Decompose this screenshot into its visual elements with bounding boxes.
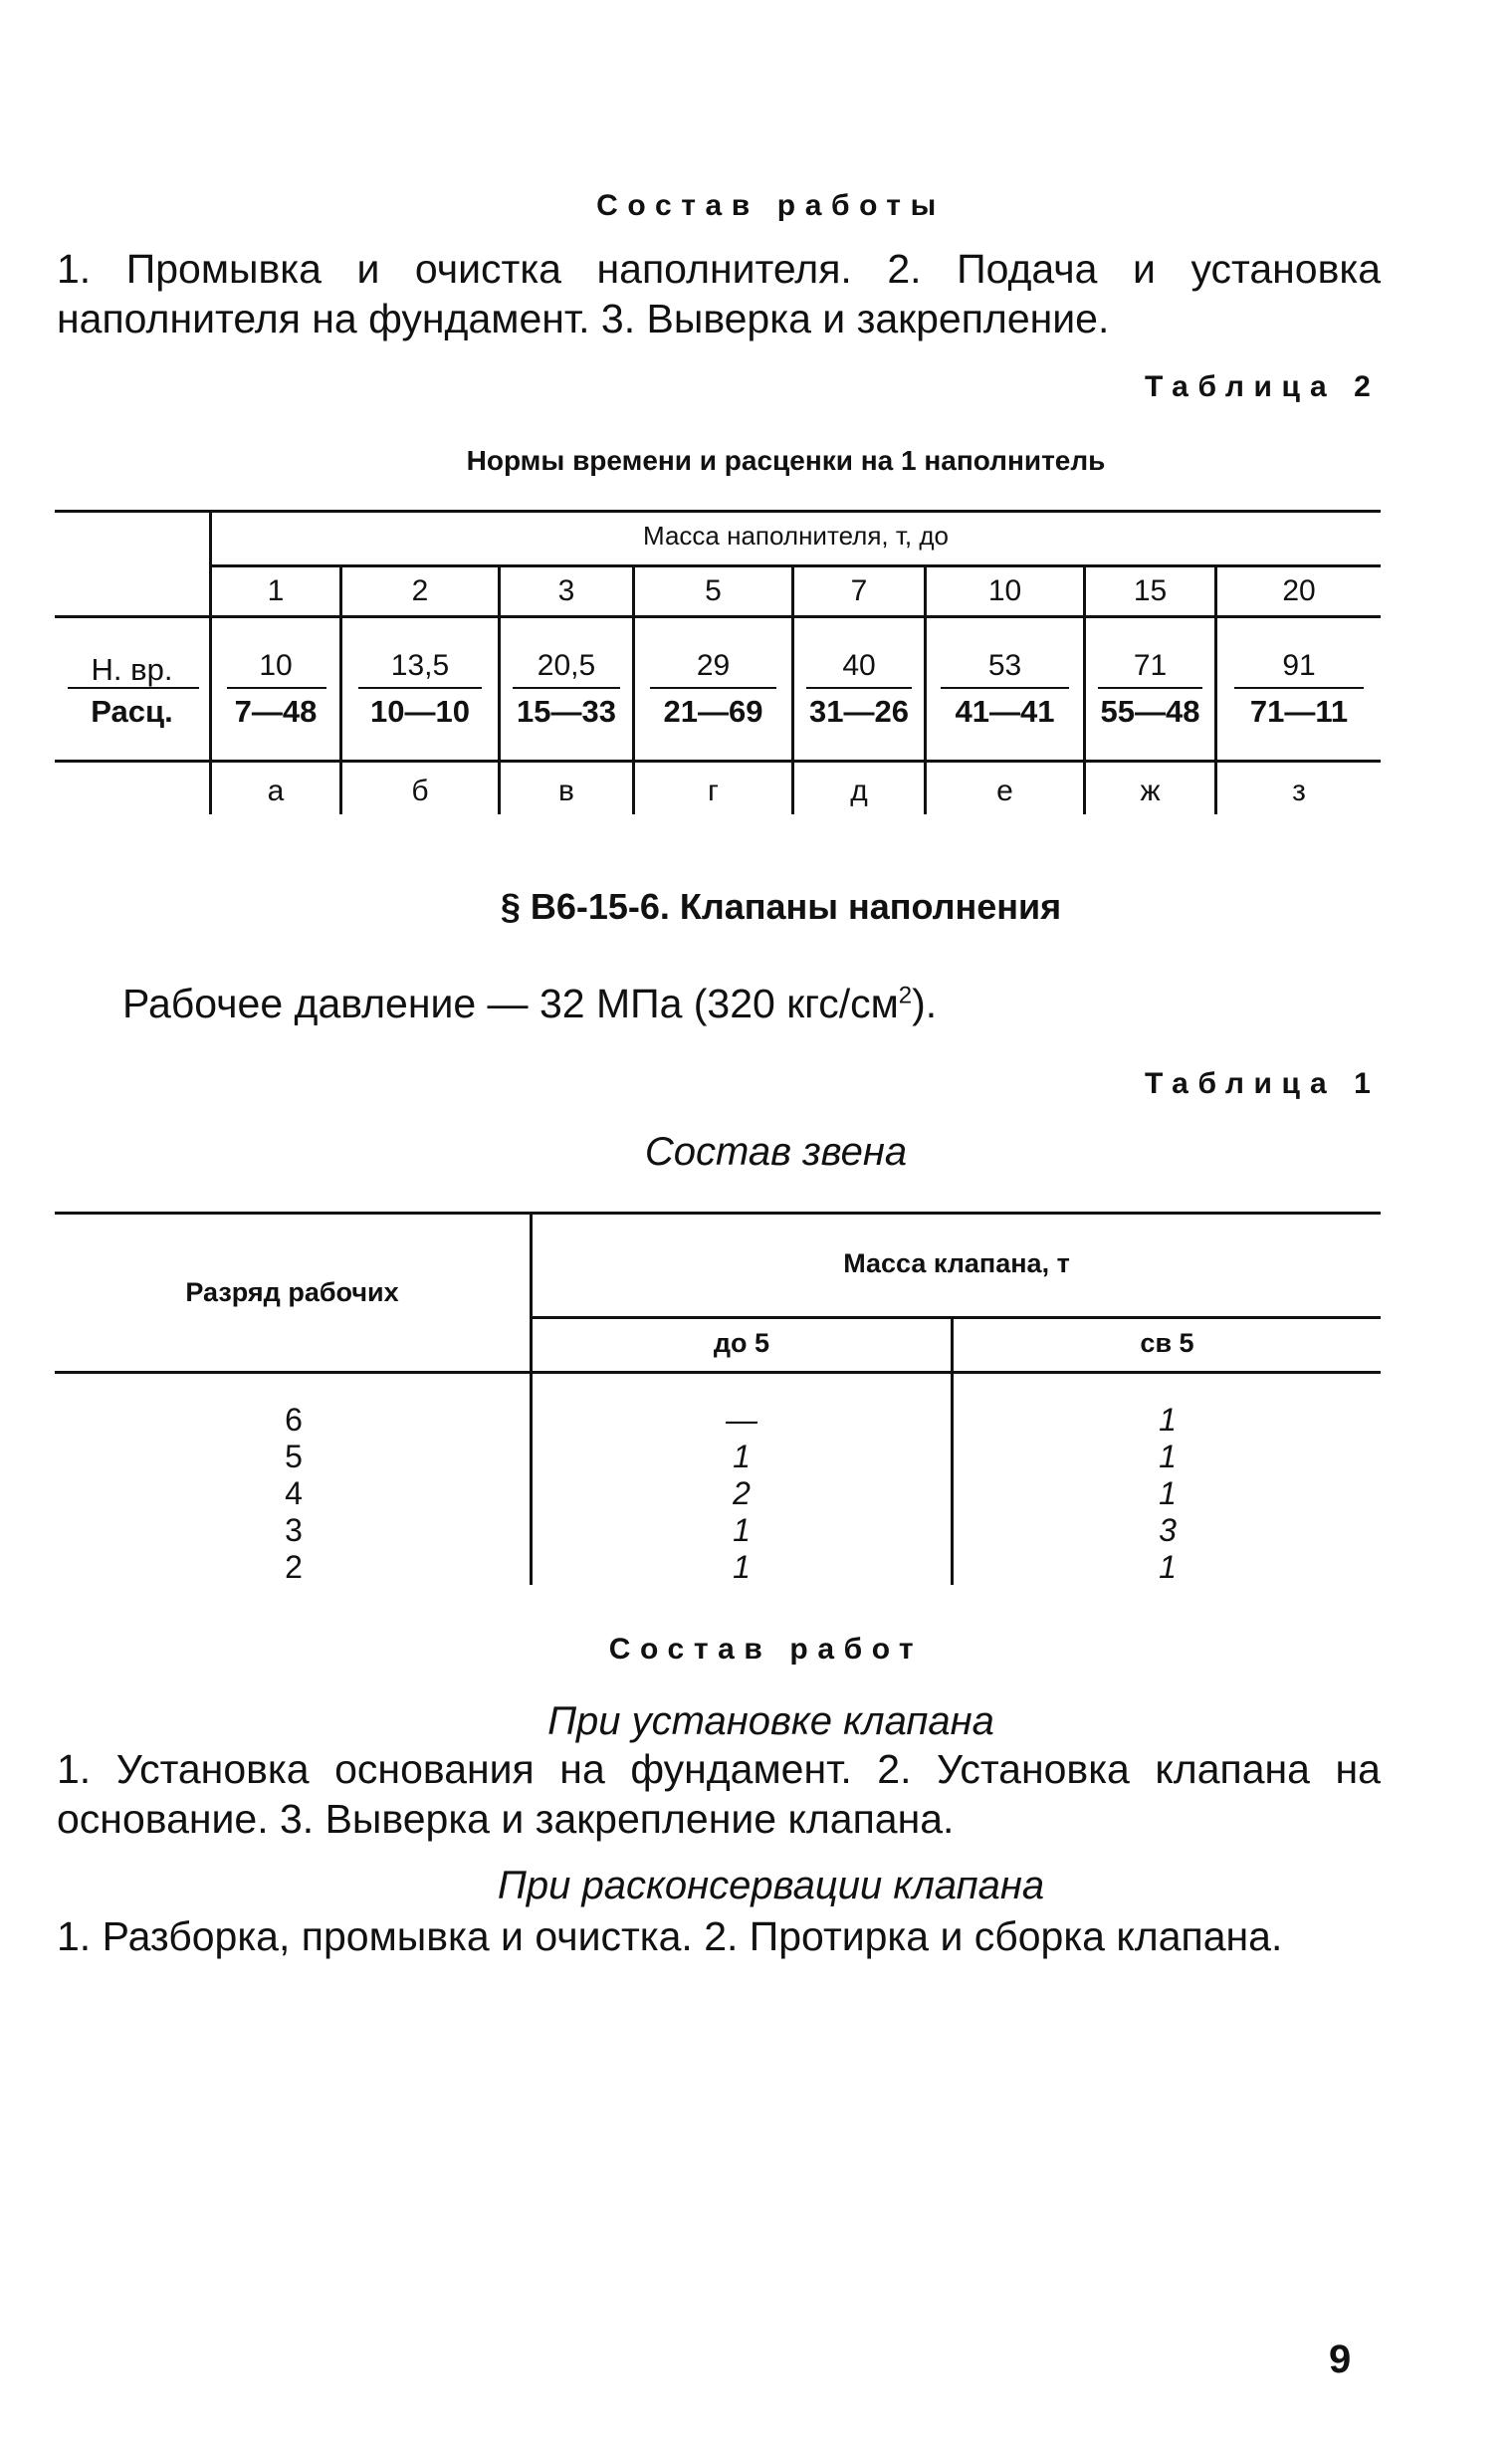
table2-rate-value: 10—10 bbox=[370, 694, 470, 729]
table2-col-letter: з bbox=[1292, 775, 1306, 807]
table2-col-letter: в bbox=[558, 775, 574, 807]
table1-header-rule bbox=[55, 1371, 1381, 1374]
table1-grade: 6 bbox=[285, 1402, 303, 1438]
table1-caption: Состав звена bbox=[644, 1130, 908, 1174]
table2-fraction-line bbox=[68, 687, 199, 689]
table1-subheader-up-to-5: до 5 bbox=[713, 1328, 770, 1358]
table2-col-letter: б bbox=[411, 775, 429, 807]
table1-grade: 5 bbox=[285, 1439, 303, 1474]
table2-fraction-line bbox=[227, 687, 326, 689]
table1-grade: 4 bbox=[285, 1475, 303, 1511]
deconservation-title: При расконсервации клапана bbox=[497, 1864, 1045, 1907]
table1-count: 3 bbox=[1159, 1512, 1177, 1548]
table2-fraction-line bbox=[806, 687, 912, 689]
table2-norm-value: 13,5 bbox=[390, 649, 450, 682]
table1-grade: 3 bbox=[285, 1512, 303, 1548]
table2-row-label-rate: Расц. bbox=[91, 694, 173, 729]
table2-col-header: 5 bbox=[705, 574, 722, 607]
table2-header-rule bbox=[55, 615, 1381, 618]
table1-count: 1 bbox=[1159, 1439, 1177, 1474]
table1-count: 1 bbox=[1159, 1402, 1177, 1438]
table1-label: Таблица 1 bbox=[1145, 1067, 1381, 1100]
table2-rate-value: 21—69 bbox=[663, 694, 763, 729]
table2-norm-value: 29 bbox=[696, 649, 731, 682]
table2-norm-value: 91 bbox=[1282, 649, 1316, 682]
table2-col-header: 10 bbox=[987, 574, 1022, 607]
works-heading: Состав работ bbox=[608, 1633, 924, 1666]
table2-norm-value: 40 bbox=[842, 649, 876, 682]
table2-col-header: 1 bbox=[267, 574, 285, 607]
table2-col-header: 2 bbox=[411, 574, 429, 607]
table2-fraction-line bbox=[650, 687, 776, 689]
table2-col-letter: д bbox=[850, 775, 868, 807]
table2-group-header: Масса наполнителя, т, до bbox=[643, 521, 949, 551]
table2-fraction-line bbox=[941, 687, 1069, 689]
table2-rate-value: 15—33 bbox=[517, 694, 616, 729]
working-pressure-sup: 2 bbox=[898, 982, 913, 1009]
table2-top-rule bbox=[55, 510, 1381, 513]
install-title: При установке клапана bbox=[547, 1699, 994, 1743]
table2-col-letter: г bbox=[708, 775, 719, 807]
work-composition-heading: Состав работы bbox=[596, 189, 946, 222]
table1-count: 2 bbox=[733, 1475, 751, 1511]
table1-row-header: Разряд рабочих bbox=[185, 1277, 399, 1307]
table2-caption: Нормы времени и расценки на 1 наполнитель bbox=[466, 445, 1106, 476]
table2-fraction-line bbox=[1234, 687, 1364, 689]
table2-fraction-line bbox=[358, 687, 482, 689]
table2-fraction-line bbox=[513, 687, 620, 689]
working-pressure bbox=[122, 981, 937, 1027]
working-pressure-text: Рабочее давление — 32 МПа (320 кгс/см bbox=[122, 981, 899, 1026]
deconservation-body: 1. Разборка, промывка и очистка. 2. Протирка и сборка клапана. bbox=[57, 1913, 1283, 1959]
table2-body-rule bbox=[55, 760, 1381, 763]
table2-col-header: 15 bbox=[1133, 574, 1168, 607]
table2-col-header: 3 bbox=[557, 574, 575, 607]
table2-fraction-line bbox=[1098, 687, 1202, 689]
table2-rate-value: 41—41 bbox=[955, 694, 1055, 729]
table1-top-rule bbox=[55, 1212, 1381, 1215]
table2-label: Таблица 2 bbox=[1145, 370, 1381, 403]
table2-rate-value: 71—11 bbox=[1249, 694, 1349, 729]
table2-col-letter: ж bbox=[1140, 775, 1161, 807]
working-pressure-tail: ). bbox=[912, 981, 938, 1026]
table2-rate-value: 31—26 bbox=[809, 694, 909, 729]
table1-over-5-column bbox=[1128, 1402, 1207, 1586]
table1-count: 1 bbox=[1159, 1475, 1177, 1511]
table2-norm-value: 53 bbox=[987, 649, 1022, 682]
table2-rate-value: 55—48 bbox=[1100, 694, 1200, 729]
table2-col-header: 7 bbox=[850, 574, 868, 607]
table1-count: 1 bbox=[733, 1549, 751, 1585]
table1-count: 1 bbox=[733, 1512, 751, 1548]
table1-group-rule bbox=[530, 1316, 1381, 1319]
page-number: 9 bbox=[1329, 2338, 1352, 2381]
table2-rate-value: 7—48 bbox=[234, 694, 318, 729]
table2-col-header: 20 bbox=[1282, 574, 1316, 607]
table1-count: 1 bbox=[1159, 1549, 1177, 1585]
table1-count: 1 bbox=[733, 1439, 751, 1474]
table1-grade: 2 bbox=[285, 1549, 303, 1585]
table2-col-letter: а bbox=[267, 775, 285, 807]
table2-row-label-norm: Н. вр. bbox=[91, 652, 173, 687]
table1-grades bbox=[254, 1402, 333, 1586]
table2-norm-value: 20,5 bbox=[537, 649, 596, 682]
table1-group-header: Масса клапана, т bbox=[843, 1248, 1070, 1278]
table1-count: — bbox=[726, 1402, 757, 1438]
work-composition-body: 1. Промывка и очистка наполнителя. 2. Подача и установка наполнителя на фундамент. 3. Выверка и закрепление. bbox=[57, 246, 1381, 341]
table2-norm-value: 71 bbox=[1133, 649, 1168, 682]
section-title: § В6-15-6. Клапаны наполнения bbox=[500, 886, 1062, 927]
table1-up-to-5-column bbox=[702, 1402, 781, 1586]
table2-col-letter: е bbox=[996, 775, 1013, 807]
table1-subheader-over-5: св 5 bbox=[1140, 1328, 1194, 1358]
table2-norm-value: 10 bbox=[259, 649, 293, 682]
table2-group-rule bbox=[209, 564, 1381, 567]
install-body: 1. Установка основания на фундамент. 2. Установка клапана на основание. 3. Выверка и закрепление клапана. bbox=[57, 1746, 1381, 1842]
